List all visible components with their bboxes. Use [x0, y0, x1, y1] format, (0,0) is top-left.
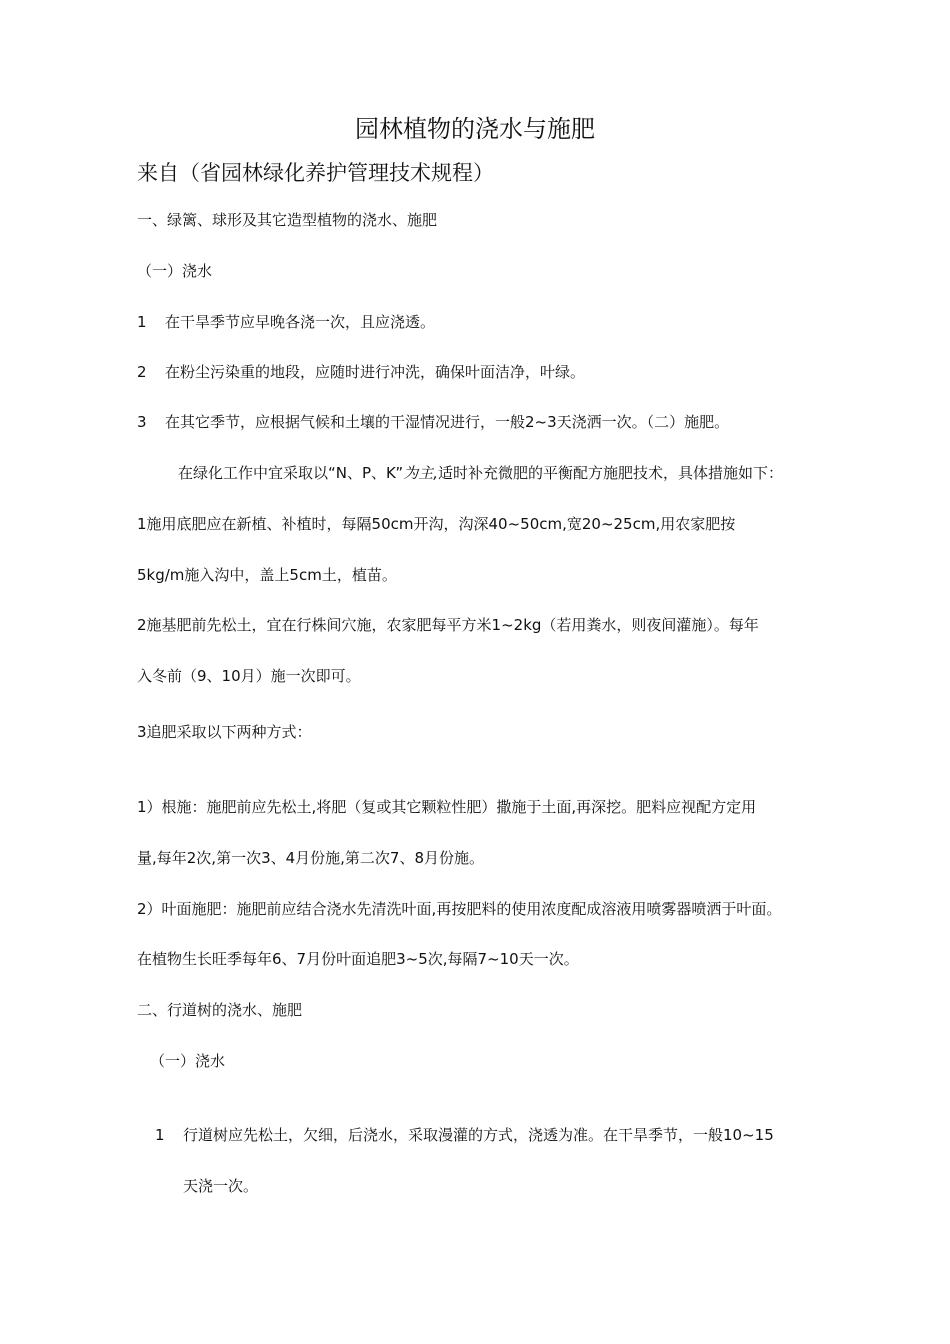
section-1-heading: 一、绿篱、球形及其它造型植物的浇水、施肥 — [137, 211, 438, 229]
watering-item-1 — [137, 312, 435, 332]
fertilizing-item-2-line-2: 入冬前（9、10月）施一次即可。 — [137, 667, 361, 685]
item-number: 1 — [137, 313, 147, 331]
fertilizing-item-1-line-2: 5kg/m施入沟中，盖上5cm土，植苗。 — [137, 566, 397, 584]
intro-text-italic: 为主, — [403, 464, 438, 482]
section-2-heading: 二、行道树的浇水、施肥 — [137, 1001, 303, 1019]
intro-text-a: 在绿化工作中宜采取以“N、P、K” — [178, 464, 404, 482]
item-text: 在其它季节，应根据气候和土壤的干湿情况进行，一般2~3天浇洒一次。（二）施肥。 — [165, 413, 730, 431]
section-2-watering-heading: （一）浇水 — [150, 1052, 226, 1070]
item-text: 行道树应先松土，欠细，后浇水，采取漫灌的方式，浇透为准。在干旱季节，一般10~15 — [183, 1126, 774, 1144]
fertilizing-item-1-line-1: 1施用底肥应在新植、补植时，每隔50cm开沟，沟深40~50cm,宽20~25cm,用农家肥按 — [137, 515, 736, 533]
tree-watering-item-1-line-2: 天浇一次。 — [183, 1177, 259, 1195]
tree-watering-item-1 — [155, 1125, 774, 1145]
intro-text-c: 适时补充微肥的平衡配方施肥技术，具体措施如下： — [437, 464, 783, 482]
method-1-line-1: 1）根施：施肥前应先松土,将肥（复或其它颗粒性肥）撒施于土面,再深挖。肥料应视配方定用 — [137, 798, 757, 816]
method-1-line-2: 量,每年2次,第一次3、4月份施,第二次7、8月份施。 — [137, 849, 485, 867]
item-number: 3 — [137, 413, 147, 431]
section-1-watering-heading: （一）浇水 — [137, 262, 213, 280]
method-2-line-1: 2）叶面施肥：施肥前应结合浇水先清洗叶面,再按肥料的使用浓度配成溶液用喷雾器喷洒于叶面。 — [137, 900, 782, 918]
watering-item-3 — [137, 412, 729, 432]
item-number: 1 — [155, 1126, 165, 1144]
document-source: 来自（省园林绿化养护管理技术规程） — [137, 161, 494, 185]
fertilizing-intro — [178, 463, 783, 483]
watering-item-2 — [137, 362, 585, 382]
fertilizing-item-2-line-1: 2施基肥前先松土，宜在行株间穴施，农家肥每平方米1~2kg（若用粪水，则夜间灌施）。每年 — [137, 616, 759, 634]
document-title: 园林植物的浇水与施肥 — [355, 115, 595, 143]
item-text: 在粉尘污染重的地段，应随时进行冲洗，确保叶面洁净，叶绿。 — [165, 363, 586, 381]
method-2-line-2: 在植物生长旺季每年6、7月份叶面追肥3~5次,每隔7~10天一次。 — [137, 950, 579, 968]
fertilizing-item-3: 3追肥采取以下两种方式： — [137, 723, 312, 741]
item-number: 2 — [137, 363, 147, 381]
item-text: 在干旱季节应早晚各浇一次，且应浇透。 — [165, 313, 436, 331]
